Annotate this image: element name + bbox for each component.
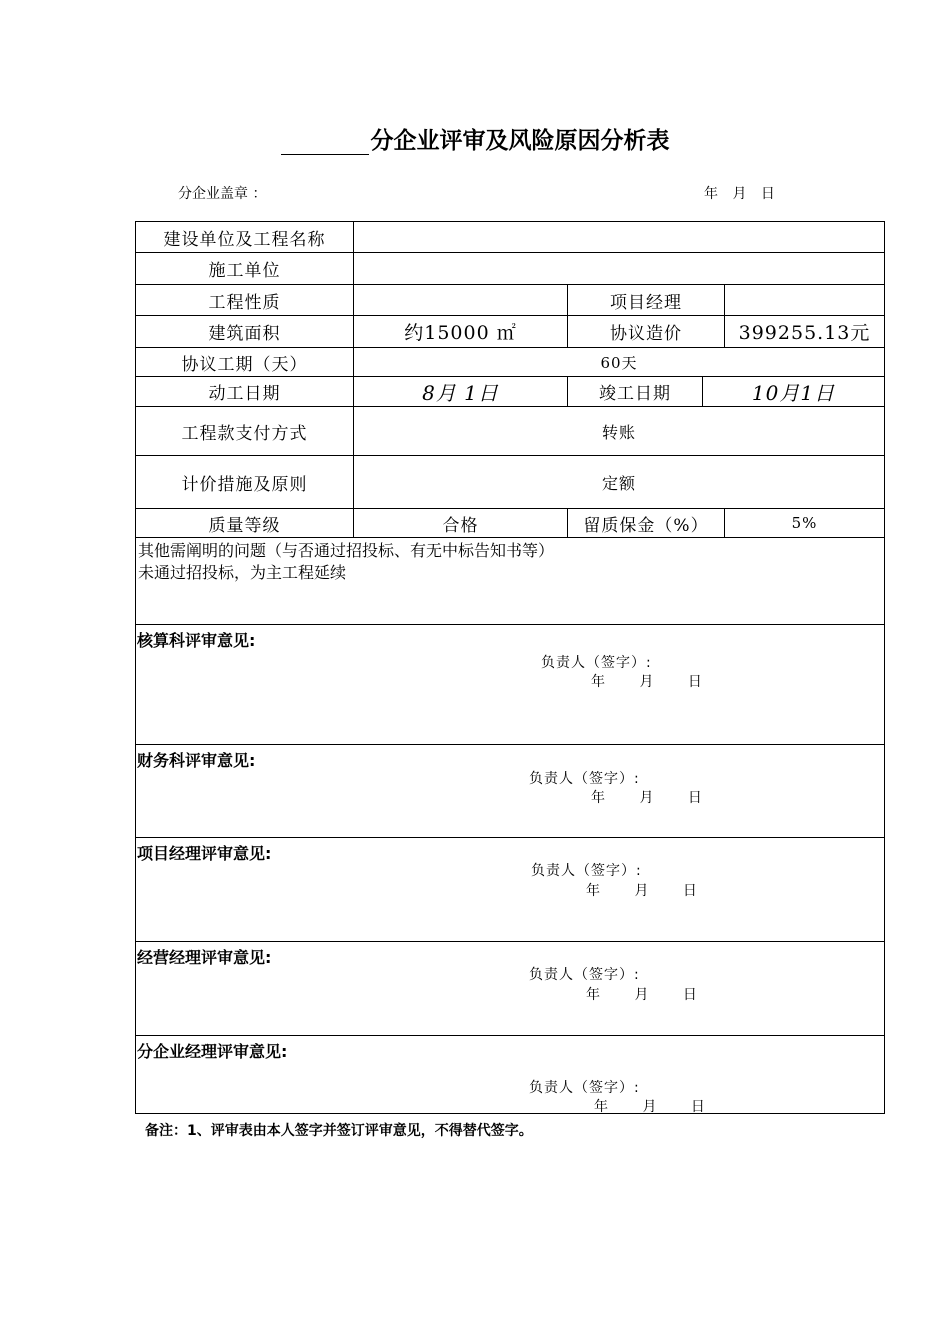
- title-text: 分企业评审及风险原因分析表: [370, 128, 670, 154]
- review-accounting-signer[interactable]: 负责人（签字）:: [541, 655, 652, 671]
- review-finance-title: 财务科评审意见:: [137, 751, 256, 770]
- review-business-manager-date: 年 月 日: [586, 987, 697, 1003]
- value-start-date[interactable]: 8月 1日: [354, 377, 568, 406]
- value-project-name[interactable]: [354, 222, 884, 252]
- label-retention: 留质保金（%）: [568, 509, 725, 537]
- review-business-manager-signer[interactable]: 负责人（签字）:: [529, 967, 640, 983]
- review-finance: [136, 745, 884, 838]
- review-form-table: [135, 221, 885, 1114]
- review-finance-date: 年 月 日: [591, 790, 702, 806]
- label-payment: 工程款支付方式: [136, 407, 354, 455]
- review-project-manager: [136, 838, 884, 942]
- value-end-date[interactable]: 10月1日: [751, 381, 836, 405]
- value-other-issues[interactable]: 未通过招投标，为主工程延续: [138, 563, 347, 582]
- value-duration[interactable]: 60天: [600, 353, 638, 372]
- value-contractor[interactable]: [354, 253, 884, 284]
- label-pricing: 计价措施及原则: [136, 456, 354, 508]
- row-other-issues: [136, 538, 884, 625]
- review-project-manager-signer[interactable]: 负责人（签字）:: [531, 863, 642, 879]
- row-dates: [136, 377, 884, 407]
- label-start-date: 动工日期: [136, 377, 354, 406]
- row-contractor: [136, 253, 884, 285]
- review-accounting-date: 年 月 日: [591, 674, 702, 690]
- value-quality[interactable]: 合格: [354, 509, 568, 537]
- review-business-manager-title: 经营经理评审意见:: [137, 948, 272, 967]
- row-pricing: [136, 456, 884, 509]
- review-branch-manager-date: 年 月 日: [594, 1099, 705, 1115]
- label-duration: 协议工期（天）: [136, 348, 354, 376]
- review-project-manager-date: 年 月 日: [586, 883, 697, 899]
- label-project-manager: 项目经理: [568, 285, 725, 315]
- footnote: 备注：1、评审表由本人签字并签订评审意见，不得替代签字。: [145, 1123, 533, 1139]
- review-accounting-title: 核算科评审意见:: [137, 631, 256, 650]
- label-end-date: 竣工日期: [568, 377, 703, 406]
- value-payment[interactable]: 转账: [601, 422, 636, 442]
- other-issues-block: [136, 538, 556, 624]
- review-project-manager-title: 项目经理评审意见:: [137, 844, 272, 863]
- row-project-name: [136, 222, 884, 253]
- review-branch-manager: [136, 1036, 884, 1113]
- review-branch-manager-signer[interactable]: 负责人（签字）:: [529, 1080, 640, 1096]
- review-finance-signer[interactable]: 负责人（签字）:: [529, 771, 640, 787]
- row-area: [136, 316, 884, 348]
- review-accounting: [136, 625, 884, 745]
- value-retention[interactable]: 5%: [791, 514, 818, 532]
- row-quality: [136, 509, 884, 538]
- title-blank-line[interactable]: [281, 128, 369, 155]
- review-business-manager: [136, 942, 884, 1036]
- row-nature: [136, 285, 884, 316]
- label-contractor: 施工单位: [136, 253, 354, 284]
- label-nature: 工程性质: [136, 285, 354, 315]
- label-project-name: 建设单位及工程名称: [136, 222, 354, 252]
- value-contract-price[interactable]: 399255.13元: [738, 322, 871, 344]
- label-other-issues: 其他需阐明的问题（与否通过招投标、有无中标告知书等）: [138, 541, 555, 560]
- row-payment: [136, 407, 884, 456]
- value-nature[interactable]: [354, 285, 568, 315]
- label-quality: 质量等级: [136, 509, 354, 537]
- value-project-manager[interactable]: [725, 285, 884, 315]
- header-date: 年 月 日: [704, 186, 775, 202]
- value-area[interactable]: 约15000 ㎡: [354, 316, 568, 347]
- page-title: [0, 122, 950, 155]
- label-contract-price: 协议造价: [568, 316, 725, 347]
- label-area: 建筑面积: [136, 316, 354, 347]
- company-stamp-label: 分企业盖章 ：: [178, 186, 267, 202]
- row-duration: [136, 348, 884, 377]
- value-pricing[interactable]: 定额: [601, 473, 636, 493]
- review-branch-manager-title: 分企业经理评审意见:: [137, 1042, 288, 1061]
